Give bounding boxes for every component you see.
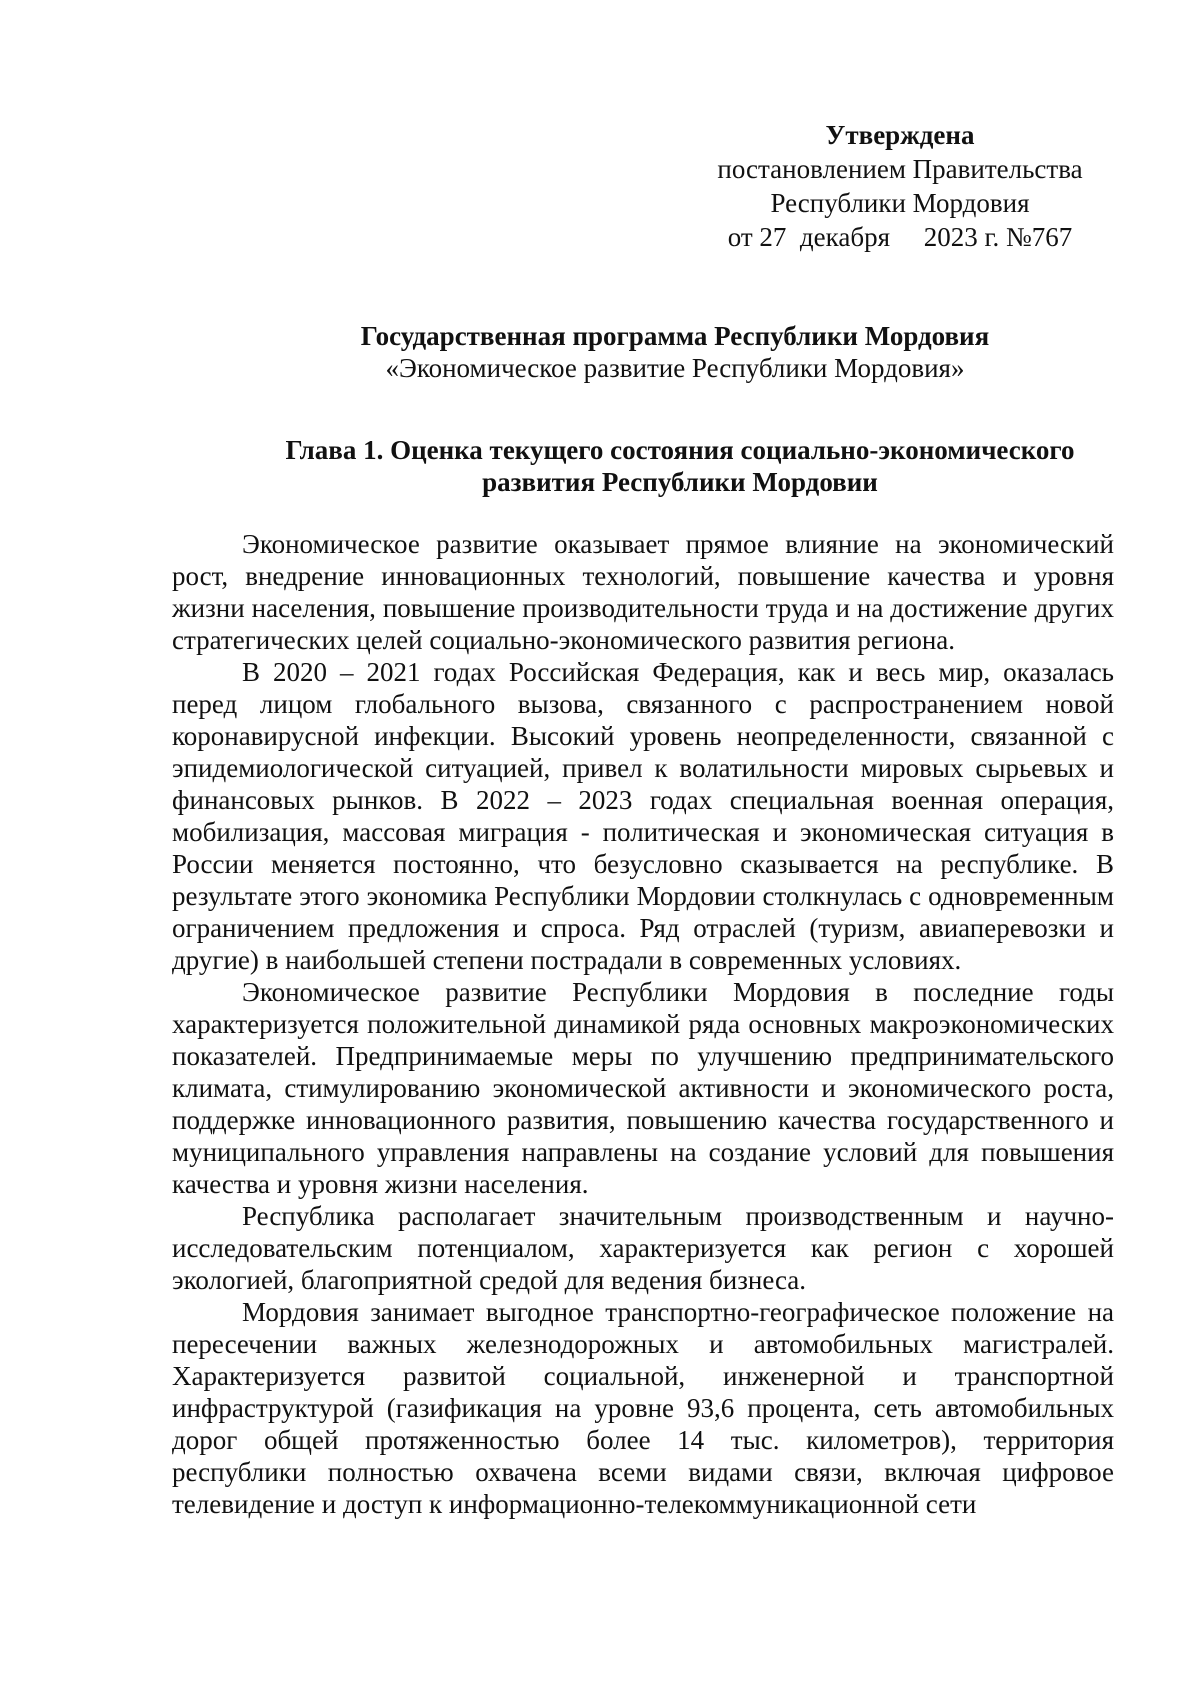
program-title-line2: «Экономическое развитие Республики Мордовия» [385,353,965,383]
chapter-title-line2: развития Республики Мордовии [482,467,878,497]
chapter-title-line1: Глава 1. Оценка текущего состояния социально-экономического [285,435,1075,465]
approval-line-decree: постановлением Правительства [717,154,1083,184]
approval-line-republic: Республики Мордовия [770,188,1030,218]
approval-heading: Утверждена [825,120,975,150]
chapter-title [250,434,1110,498]
document-body [172,528,1114,1520]
paragraph: Экономическое развитие оказывает прямое влияние на экономический рост, внедрение инновационных технологий, повышение качества и уровня жизни населения, повышение производительности труда и на достижение других стратегических целей социально-экономического развития региона. [172,529,1114,655]
approval-date-number: от 27 декабря 2023 г. №767 [727,222,1073,252]
paragraph: Мордовия занимает выгодное транспортно-географическое положение на пересечении важных железнодорожных и автомобильных магистралей. Характеризуется развитой социальной, инженерной и транспортной инфраструктурой (газификация на уровне 93,6 процента, сеть автомобильных дорог общей протяженностью более 14 тыс. километров), территория республики полностью охвачена всеми видами связи, включая цифровое телевидение и доступ к информационно-телекоммуникационной сети [172,1297,1114,1519]
program-title [290,320,1060,384]
approval-block [680,118,1120,254]
paragraph: Экономическое развитие Республики Мордовия в последние годы характеризуется положительной динамикой ряда основных макроэкономических показателей. Предпринимаемые меры по улучшению предпринимательского климата, стимулированию экономической активности и экономического роста, поддержке инновационного развития, повышению качества государственного и муниципального управления направлены на создание условий для повышения качества и уровня жизни населения. [172,977,1114,1199]
program-title-line1: Государственная программа Республики Мордовия [360,321,990,351]
paragraph: Республика располагает значительным производственным и научно-исследовательским потенциалом, характеризуется как регион с хорошей экологией, благоприятной средой для ведения бизнеса. [172,1201,1114,1295]
paragraph: В 2020 – 2021 годах Российская Федерация, как и весь мир, оказалась перед лицом глобального вызова, связанного с распространением новой коронавирусной инфекции. Высокий уровень неопределенности, связанной с эпидемиологической ситуацией, привел к волатильности мировых сырьевых и финансовых рынков. В 2022 – 2023 годах специальная военная операция, мобилизация, массовая миграция - политическая и экономическая ситуация в России меняется постоянно, что безусловно сказывается на республике. В результате этого экономика Республики Мордовии столкнулась с одновременным ограничением предложения и спроса. Ряд отраслей (туризм, авиаперевозки и другие) в наибольшей степени пострадали в современных условиях. [172,657,1114,975]
